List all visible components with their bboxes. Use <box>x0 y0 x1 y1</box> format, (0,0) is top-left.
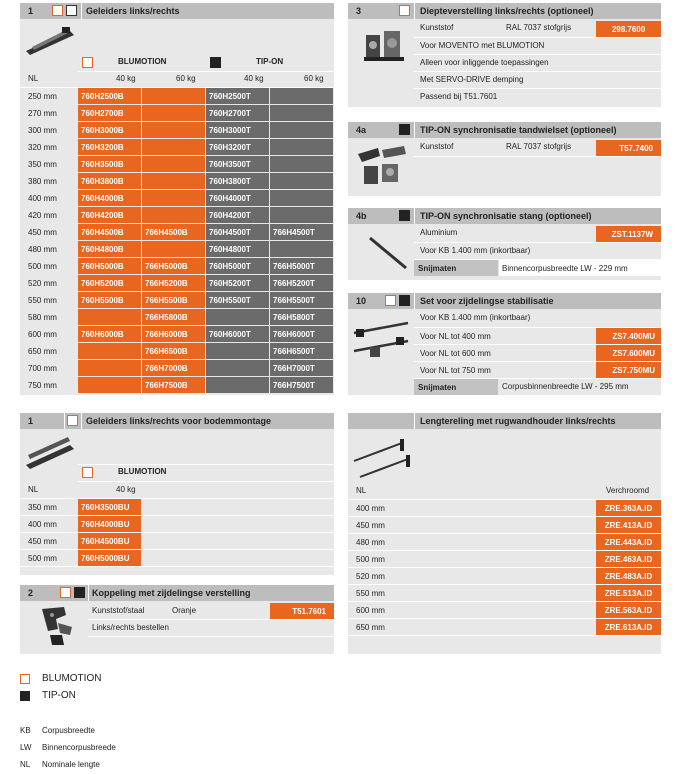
article-code: 760H4800B <box>78 241 141 257</box>
tipon-marker-icon <box>399 210 410 221</box>
blumotion-marker-icon <box>399 5 410 16</box>
article-code <box>142 173 205 189</box>
nominal-length: 600 mm <box>356 606 385 615</box>
divider <box>78 71 334 72</box>
article-code: 760H4200T <box>206 207 269 223</box>
article-code <box>78 343 141 359</box>
article-code: 760H4200B <box>78 207 141 223</box>
article-code: 760H3800B <box>78 173 141 189</box>
article-code: 760H3000B <box>78 122 141 138</box>
panel-header <box>348 122 661 138</box>
item-number: 2 <box>28 588 34 598</box>
article-code <box>142 88 205 104</box>
article-code: 760H5500T <box>206 292 269 308</box>
panel-title: TIP-ON synchronisatie stang (optioneel) <box>420 211 592 221</box>
abbr-key-1: KB <box>20 726 31 735</box>
divider <box>20 566 334 567</box>
nominal-length: 650 mm <box>28 347 57 356</box>
cut-size-value: Binnencorpusbreedte LW - 229 mm <box>499 260 661 276</box>
nominal-length: 550 mm <box>356 589 385 598</box>
article-code: 760H5200B <box>78 275 141 291</box>
abbr-value-2: Binnencorpusbreede <box>42 743 116 752</box>
article-code <box>142 190 205 206</box>
panel-header <box>348 293 661 309</box>
article-code: 760H4000T <box>206 190 269 206</box>
order-note: Links/rechts bestellen <box>92 623 169 632</box>
panel-bottom-guides <box>20 413 334 575</box>
panel-title: Geleiders links/rechts <box>86 6 180 16</box>
abbr-value-3: Nominale lengte <box>42 760 100 769</box>
nominal-length: 350 mm <box>28 503 57 512</box>
color-label: RAL 7037 stofgrijs <box>506 142 572 151</box>
article-code <box>142 139 205 155</box>
nominal-length: 700 mm <box>28 364 57 373</box>
nominal-length: 500 mm <box>28 554 57 563</box>
article-code: ZRE.613A.ID <box>596 619 661 635</box>
stabilisation-set-icon <box>350 317 412 367</box>
blumotion-marker-icon <box>67 415 78 426</box>
column-header-chrome: Verchroomd <box>606 486 650 495</box>
panel-title: Diepteverstelling links/rechts (optioneel) <box>420 6 594 16</box>
nominal-length: 250 mm <box>28 92 57 101</box>
article-code: 766H6000B <box>142 326 205 342</box>
legend-tipon: TIP-ON <box>42 690 76 701</box>
blumotion-marker-icon <box>82 467 93 478</box>
cut-size-label: Snijmaten <box>414 260 498 276</box>
article-code: ZRE.483A.ID <box>596 568 661 584</box>
article-code: 760H6000T <box>206 326 269 342</box>
item-number: 1 <box>28 6 34 16</box>
nominal-length: 400 mm <box>28 194 57 203</box>
item-number: 1 <box>28 416 34 426</box>
nominal-length: 270 mm <box>28 109 57 118</box>
nominal-length: 520 mm <box>356 572 385 581</box>
panel-header <box>20 413 334 429</box>
blumotion-header: BLUMOTION <box>118 57 167 66</box>
tipon-legend-icon <box>20 691 30 701</box>
column-header-40: 40 kg <box>116 485 136 494</box>
width-note: Voor KB 1.400 mm (inkortbaar) <box>420 246 531 255</box>
article-code: 760H2500B <box>78 88 141 104</box>
divider <box>20 498 334 499</box>
article-code: 760H5000T <box>206 258 269 274</box>
nominal-length: 450 mm <box>28 228 57 237</box>
article-code: 766H6000T <box>270 326 333 342</box>
length-rail-icon <box>350 433 416 485</box>
article-code <box>142 241 205 257</box>
article-code: 760H4000BU <box>78 516 141 532</box>
depth-adjuster-icon <box>358 25 412 75</box>
article-code: 760H5200T <box>206 275 269 291</box>
nominal-length: 400 mm <box>356 504 385 513</box>
panel-guides <box>20 3 334 395</box>
panel-title: TIP-ON synchronisatie tandwielset (optioneel) <box>420 125 617 135</box>
article-code: 760H5500B <box>78 292 141 308</box>
nominal-length: 500 mm <box>28 262 57 271</box>
color-label: RAL 7037 stofgrijs <box>506 23 572 32</box>
material-label: Aluminium <box>420 228 458 237</box>
item-number: 4b <box>356 211 367 221</box>
article-code: 760H4000B <box>78 190 141 206</box>
article-code <box>206 343 269 359</box>
article-code <box>270 122 333 138</box>
column-header-nl: NL <box>28 74 39 83</box>
divider <box>20 532 334 533</box>
article-code: 760H5000B <box>78 258 141 274</box>
article-code <box>142 122 205 138</box>
tipon-marker-icon <box>66 5 77 16</box>
panel-title: Set voor zijdelingse stabilisatie <box>420 296 554 306</box>
article-code: ZRE.413A.ID <box>596 517 661 533</box>
article-code <box>270 241 333 257</box>
nominal-length: 420 mm <box>28 211 57 220</box>
article-code: ZRE.563A.ID <box>596 602 661 618</box>
article-code: ZST.1137W <box>596 226 661 242</box>
nominal-length: 350 mm <box>28 160 57 169</box>
panel-header <box>20 3 334 19</box>
cut-size-label: Snijmaten <box>414 379 498 395</box>
nominal-length: 480 mm <box>28 245 57 254</box>
article-code: 760H2700T <box>206 105 269 121</box>
article-code: 760H3200T <box>206 139 269 155</box>
article-code: 766H5800T <box>270 309 333 325</box>
nominal-length: 580 mm <box>28 313 57 322</box>
nominal-length: 320 mm <box>28 143 57 152</box>
article-code: 760H3800T <box>206 173 269 189</box>
article-code: 766H5200B <box>142 275 205 291</box>
abbr-value-1: Corpusbreedte <box>42 726 95 735</box>
article-code: 760H2500T <box>206 88 269 104</box>
article-code: 766H7500B <box>142 377 205 393</box>
rod-icon <box>366 232 410 274</box>
article-code <box>142 207 205 223</box>
cut-size-value: Corpusbinnenbreedte LW - 295 mm <box>502 382 629 391</box>
panel-coupling <box>20 585 334 654</box>
panel-header <box>348 208 661 224</box>
article-code <box>206 309 269 325</box>
article-code: 760H3000T <box>206 122 269 138</box>
panel-depth-adjust <box>348 3 661 107</box>
column-header-60: 60 kg <box>176 74 196 83</box>
divider <box>414 378 661 379</box>
article-code: 766H6500B <box>142 343 205 359</box>
column-header-40: 40 kg <box>116 74 136 83</box>
article-code: 760H6000B <box>78 326 141 342</box>
nominal-length: 450 mm <box>28 537 57 546</box>
article-code: 766H7000B <box>142 360 205 376</box>
nominal-length: 550 mm <box>28 296 57 305</box>
article-code: ZRE.443A.ID <box>596 534 661 550</box>
article-code: 766H5500T <box>270 292 333 308</box>
article-code <box>270 139 333 155</box>
column-header-40: 40 kg <box>244 74 264 83</box>
item-number: 3 <box>356 6 362 16</box>
divider <box>20 515 334 516</box>
article-code: 760H2700B <box>78 105 141 121</box>
tipon-marker-icon <box>399 124 410 135</box>
panel-sync-gearset <box>348 122 661 196</box>
blumotion-header: BLUMOTION <box>118 467 167 476</box>
article-code: 766H4500B <box>142 224 205 240</box>
article-code <box>142 105 205 121</box>
panel-header <box>348 413 661 429</box>
note-4: Passend bij T51.7601 <box>420 92 498 101</box>
width-note: Voor KB 1.400 mm (inkortbaar) <box>420 313 531 322</box>
column-header-nl: NL <box>28 485 39 494</box>
nominal-length: 300 mm <box>28 126 57 135</box>
article-code: ZS7.400MU <box>596 328 661 344</box>
drawer-guide-icon <box>22 23 78 59</box>
panel-title: Geleiders links/rechts voor bodemmontage <box>86 416 272 426</box>
article-code: 760H3500B <box>78 156 141 172</box>
nominal-length: 400 mm <box>28 520 57 529</box>
nominal-length: 600 mm <box>28 330 57 339</box>
coupling-icon <box>34 605 78 647</box>
article-code: 298.7600 <box>596 21 661 37</box>
panel-title: Lengtereling met rugwandhouder links/rechts <box>420 416 616 426</box>
column-header-nl: NL <box>356 486 367 495</box>
tipon-header: TIP-ON <box>256 57 284 66</box>
nominal-length: 650 mm <box>356 623 385 632</box>
article-code: ZRE.513A.ID <box>596 585 661 601</box>
column-header-60: 60 kg <box>304 74 324 83</box>
article-code: 766H6500T <box>270 343 333 359</box>
tipon-marker-icon <box>399 295 410 306</box>
material-label: Kunststof <box>420 23 454 32</box>
color-label: Oranje <box>172 606 197 615</box>
article-code: 760H3200B <box>78 139 141 155</box>
tipon-marker-icon <box>210 57 221 68</box>
nominal-length: 500 mm <box>356 555 385 564</box>
article-code: 760H4500BU <box>78 533 141 549</box>
option-label: Voor NL tot 400 mm <box>420 332 491 341</box>
nominal-length: 380 mm <box>28 177 57 186</box>
abbr-key-2: LW <box>20 743 32 752</box>
panel-header <box>20 585 334 601</box>
article-code: 766H5000B <box>142 258 205 274</box>
article-code: 766H7000T <box>270 360 333 376</box>
article-code <box>78 377 141 393</box>
nominal-length: 520 mm <box>28 279 57 288</box>
option-label: Voor NL tot 750 mm <box>420 366 491 375</box>
blumotion-marker-icon <box>52 5 63 16</box>
article-code: 760H3500BU <box>78 499 141 515</box>
article-code: 760H4500T <box>206 224 269 240</box>
article-code: 760H4800T <box>206 241 269 257</box>
article-code <box>270 173 333 189</box>
article-code: 766H4500T <box>270 224 333 240</box>
bottom-guide-icon <box>22 433 78 473</box>
divider <box>78 481 334 482</box>
gearset-icon <box>354 142 412 190</box>
option-label: Voor NL tot 600 mm <box>420 349 491 358</box>
panel-title: Koppeling met zijdelingse verstelling <box>92 588 251 598</box>
note-3: Met SERVO-DRIVE demping <box>420 75 524 84</box>
blumotion-legend-icon <box>20 674 30 684</box>
article-code <box>78 309 141 325</box>
article-code: ZS7.750MU <box>596 362 661 378</box>
nominal-length: 750 mm <box>28 381 57 390</box>
article-code <box>206 377 269 393</box>
article-code: 766H5500B <box>142 292 205 308</box>
article-code <box>270 105 333 121</box>
article-code: 766H7500T <box>270 377 333 393</box>
article-code: 766H5800B <box>142 309 205 325</box>
panel-length-rail <box>348 413 661 654</box>
article-code: ZRE.363A.ID <box>596 500 661 516</box>
divider <box>348 635 661 636</box>
article-code: 760H4500B <box>78 224 141 240</box>
article-code <box>206 360 269 376</box>
article-code: 760H3500T <box>206 156 269 172</box>
blumotion-marker-icon <box>60 587 71 598</box>
legend-blumotion: BLUMOTION <box>42 673 102 684</box>
divider <box>20 549 334 550</box>
material-label: Kunststof <box>420 142 454 151</box>
panel-stabilisation <box>348 293 661 395</box>
blumotion-marker-icon <box>82 57 93 68</box>
note-1: Voor MOVENTO met BLUMOTION <box>420 41 545 50</box>
tipon-marker-icon <box>74 587 85 598</box>
article-code <box>270 190 333 206</box>
article-code: T57.7400 <box>596 140 661 156</box>
article-code: ZS7.600MU <box>596 345 661 361</box>
nominal-length: 480 mm <box>356 538 385 547</box>
article-code <box>142 156 205 172</box>
panel-header <box>348 3 661 19</box>
note-2: Alleen voor inliggende toepassingen <box>420 58 549 67</box>
article-code <box>270 156 333 172</box>
article-code: 760H5000BU <box>78 550 141 566</box>
material-label: Kunststof/staal <box>92 606 145 615</box>
article-code: T51.7601 <box>270 603 334 619</box>
article-code <box>270 88 333 104</box>
article-code: 766H5200T <box>270 275 333 291</box>
divider <box>78 464 334 465</box>
blumotion-marker-icon <box>385 295 396 306</box>
item-number: 10 <box>356 296 367 306</box>
abbr-key-3: NL <box>20 760 31 769</box>
item-number: 4a <box>356 125 367 135</box>
article-code <box>78 360 141 376</box>
article-code: ZRE.463A.ID <box>596 551 661 567</box>
panel-sync-rod <box>348 208 661 280</box>
article-code: 766H5000T <box>270 258 333 274</box>
article-code <box>270 207 333 223</box>
nominal-length: 450 mm <box>356 521 385 530</box>
